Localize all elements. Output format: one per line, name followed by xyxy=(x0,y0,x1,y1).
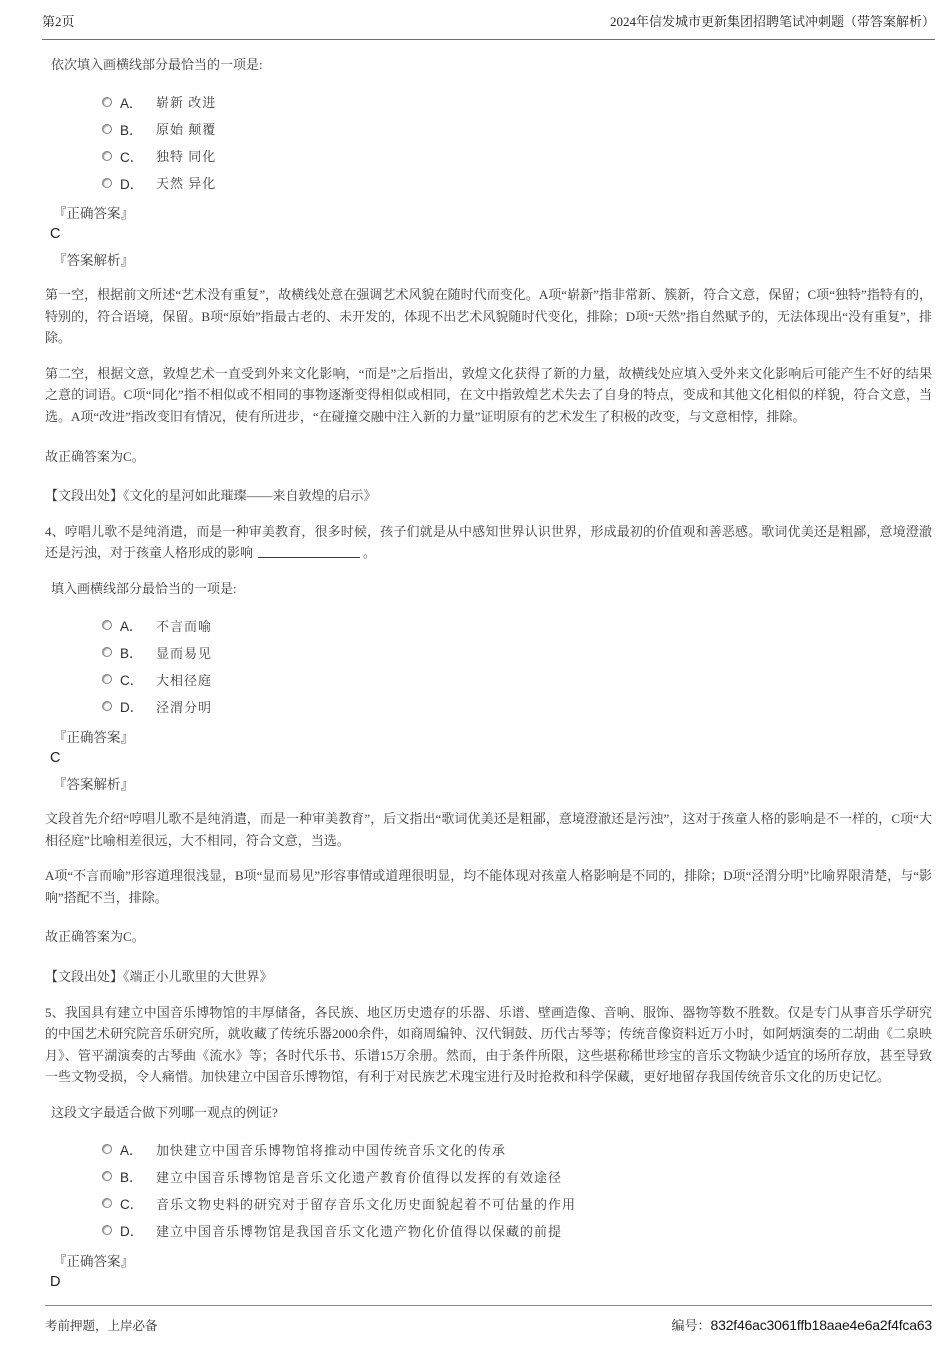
option-text: 独特 同化 xyxy=(156,149,217,164)
question-3-prompt: 依次填入画横线部分最恰当的一项是: xyxy=(51,57,263,72)
option-letter: A． xyxy=(120,1143,143,1159)
radio-button[interactable] xyxy=(102,701,112,711)
correct-answer-label: 『正确答案』 xyxy=(53,729,134,745)
option-text: 加快建立中国音乐博物馆将推动中国传统音乐文化的传承 xyxy=(156,1142,507,1158)
option-text: 泾渭分明 xyxy=(156,699,213,715)
radio-button[interactable] xyxy=(102,674,112,684)
option-letter: B． xyxy=(120,1170,143,1186)
radio-button[interactable] xyxy=(102,1144,112,1154)
footer-code-label: 编号： xyxy=(671,1318,711,1333)
correct-answer-value: C xyxy=(50,749,61,766)
question-4-prompt: 填入画横线部分最恰当的一项是: xyxy=(51,580,237,596)
radio-button[interactable] xyxy=(102,178,112,188)
option-text: 音乐文物史料的研究对于留存音乐文化历史面貌起着不可估量的作用 xyxy=(156,1196,577,1212)
option-text: 不言而喻 xyxy=(156,618,213,634)
radio-button[interactable] xyxy=(102,124,112,134)
stem-text-suffix: 。 xyxy=(363,545,377,561)
option-letter: D． xyxy=(120,700,144,716)
option-text: 原始 颠覆 xyxy=(156,122,217,137)
option-row-d[interactable] xyxy=(45,693,932,720)
option-text: 天然 异化 xyxy=(156,176,217,191)
option-row-d[interactable] xyxy=(45,169,932,196)
option-letter: C． xyxy=(120,1197,144,1213)
correct-answer-label: 『正确答案』 xyxy=(53,206,134,221)
page-body xyxy=(0,54,950,1291)
question-3-options xyxy=(45,88,932,196)
option-letter: A． xyxy=(120,95,143,111)
question-5-section xyxy=(45,1002,932,1291)
option-row-a[interactable] xyxy=(45,1136,932,1163)
question-3-section xyxy=(45,54,932,507)
radio-button[interactable] xyxy=(102,1225,112,1235)
radio-button[interactable] xyxy=(102,1171,112,1181)
option-row-a[interactable] xyxy=(45,88,932,115)
footer-slogan: 考前押题，上岸必备 xyxy=(45,1319,158,1333)
option-row-a[interactable] xyxy=(45,612,932,639)
question-4-section xyxy=(45,521,932,988)
question-5-options xyxy=(45,1136,932,1244)
analysis-paragraph: 文段首先介绍“哼唱儿歌不是纯消遣，而是一种审美教育”，后文指出“歌词优美还是粗鄙，意境澄澈还是污浊”，这对于孩童人格的影响是不一样的，C项“大相径庭”比喻相差很远，大不相同，符合文意，当选。 xyxy=(45,810,932,848)
radio-button[interactable] xyxy=(102,97,112,107)
option-row-d[interactable] xyxy=(45,1217,932,1244)
option-text: 崭新 改进 xyxy=(156,95,217,110)
option-text: 显而易见 xyxy=(156,645,213,661)
correct-answer-value: D xyxy=(50,1273,61,1290)
source-title: 《端正小儿歌里的大世界》 xyxy=(123,968,273,984)
source-label: 【文段出处】 xyxy=(45,968,124,984)
option-row-b[interactable] xyxy=(45,1163,932,1190)
footer-code xyxy=(672,1315,932,1334)
correct-answer-label: 『正确答案』 xyxy=(53,1253,134,1269)
analysis-paragraph: A项“不言而喻”形容道理很浅显，B项“显而易见”形容事情或道理很明显，均不能体现对孩童人格影响是不同的，排除；D项“泾渭分明”比喻界限清楚，与“影响”搭配不当，排除。 xyxy=(45,868,932,905)
option-letter: D． xyxy=(120,176,144,192)
correct-answer-value: C xyxy=(50,226,61,242)
conclusion-line: 故正确答案为C。 xyxy=(45,929,145,945)
source-line xyxy=(45,485,932,507)
option-text: 大相径庭 xyxy=(156,672,213,688)
option-row-b[interactable] xyxy=(45,115,932,142)
option-row-c[interactable] xyxy=(45,666,932,693)
page-footer xyxy=(45,1305,932,1334)
option-text: 建立中国音乐博物馆是我国音乐文化遗产物化价值得以保藏的前提 xyxy=(156,1223,563,1239)
option-row-b[interactable] xyxy=(45,639,932,666)
footer-code-value: 832f46ac3061ffb18aae4e6a2f4fca63 xyxy=(710,1317,932,1333)
analysis-paragraph: 第一空，根据前文所述“艺术没有重复”，故横线处意在强调艺术风貌在随时代而变化。A项“崭新”指非常新、簇新，符合文意，保留；C项“独特”指特有的，特别的，符合语境，保留。B项“原始”指最古老的、未开发的，体现不出艺术风貌随时代变化，排除；D项“天然”指自然赋予的，无法体现出“没有重复”，排除。 xyxy=(45,287,932,346)
page-header xyxy=(42,0,935,40)
radio-button[interactable] xyxy=(102,620,112,630)
question-5-prompt: 这段文字最适合做下列哪一观点的例证? xyxy=(51,1104,278,1120)
radio-button[interactable] xyxy=(102,647,112,657)
analysis-label: 『答案解析』 xyxy=(53,253,134,268)
option-row-c[interactable] xyxy=(45,142,932,169)
source-line xyxy=(45,966,932,988)
option-letter: C． xyxy=(120,149,144,165)
option-letter: C． xyxy=(120,673,144,689)
option-letter: B． xyxy=(120,646,143,662)
question-4-options xyxy=(45,612,932,720)
blank-underline xyxy=(258,546,360,558)
source-label: 【文段出处】 xyxy=(45,488,124,504)
option-letter: D． xyxy=(120,1224,144,1240)
option-text: 建立中国音乐博物馆是音乐文化遗产教育价值得以发挥的有效途径 xyxy=(156,1169,563,1185)
document-title: 2024年信发城市更新集团招聘笔试冲刺题（带答案解析） xyxy=(609,14,935,29)
question-4-stem xyxy=(45,521,932,564)
page-number: 第2页 xyxy=(42,14,75,29)
analysis-label: 『答案解析』 xyxy=(53,776,134,792)
stem-text: 4、哼唱儿歌不是纯消遣，而是一种审美教育，很多时候，孩子们就是从中感知世界认识世界，形成最初的价值观和善恶感。歌词优美还是粗鄙，意境澄澈还是污浊，对于孩童人格形成的影响 xyxy=(45,523,932,561)
radio-button[interactable] xyxy=(102,151,112,161)
option-letter: A． xyxy=(120,619,143,635)
option-row-c[interactable] xyxy=(45,1190,932,1217)
radio-button[interactable] xyxy=(102,1198,112,1208)
source-title: 《文化的星河如此璀璨——来自敦煌的启示》 xyxy=(123,488,377,504)
question-5-stem: 5、我国具有建立中国音乐博物馆的丰厚储备，各民族、地区历史遗存的乐器、乐谱、壁画造像、音响、服饰、器物等数不胜数。仅是专门从事音乐学研究的中国艺术研究院音乐研究所，就收藏了传统乐器2000余件，如商周编钟、汉代铜鼓、历代古琴等；传统音像资料近万小时，如阿炳演奏的二胡曲《二泉映月》、管平湖演奏的古琴曲《流水》等；各时代乐书、乐谱15万余册。然而，由于条件所限，这些堪称稀世珍宝的音乐文物缺少适宜的场所存放，甚至导致一些文物受损，令人痛惜。加快建立中国音乐博物馆，有利于对民族艺术瑰宝进行及时抢救和科学保藏，更好地留存我国传统音乐文化的历史记忆。 xyxy=(45,1004,932,1085)
analysis-paragraph: 第二空，根据文意，敦煌艺术一直受到外来文化影响，“而是”之后指出，敦煌文化获得了新的力量，故横线处应填入受外来文化影响后可能产生不好的结果之意的词语。C项“同化”指不相似或不相同的事物逐渐变得相似或相同，在文中指敦煌艺术失去了自身的特点，变成和其他文化相似的样貌，符合文意，当选。A项“改进”指改变旧有情况，使有所进步，“在碰撞交融中注入新的力量”证明原有的艺术发生了积极的改变，与文意相悖，排除。 xyxy=(45,365,932,424)
conclusion-line: 故正确答案为C。 xyxy=(45,448,145,464)
option-letter: B． xyxy=(120,122,143,138)
